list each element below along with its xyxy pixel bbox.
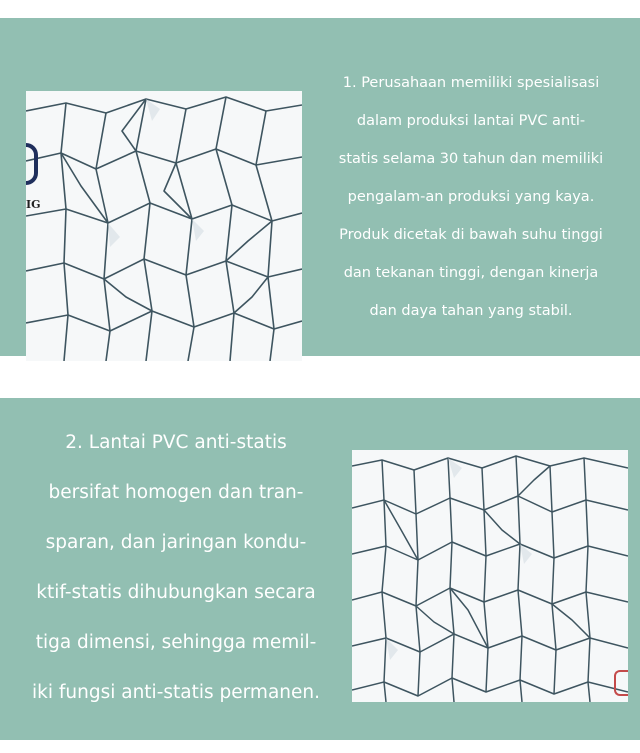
logo-text: IG bbox=[26, 198, 41, 211]
feature-2-line: sparan, dan jaringan kondu- bbox=[45, 532, 307, 553]
feature-1-line: dan daya tahan yang stabil. bbox=[369, 303, 573, 319]
feature-1-line: statis selama 30 tahun dan memiliki bbox=[338, 151, 604, 167]
corner-mark bbox=[614, 670, 628, 696]
feature-1-line: Produk dicetak di bawah suhu tinggi bbox=[339, 227, 603, 243]
feature-panel-1 bbox=[0, 18, 640, 356]
feature-2-line: 2. Lantai PVC anti-statis bbox=[65, 432, 287, 453]
pvc-floor-sample-image-2 bbox=[352, 450, 628, 702]
feature-1-line: dan tekanan tinggi, dengan kinerja bbox=[343, 265, 599, 281]
feature-2-line: iki fungsi anti-statis permanen. bbox=[32, 682, 320, 703]
feature-2-line: bersifat homogen dan tran- bbox=[48, 482, 304, 503]
feature-2-line: tiga dimensi, sehingga memil- bbox=[35, 632, 317, 653]
feature-text-2 bbox=[0, 418, 352, 718]
marble-vein-pattern-1 bbox=[26, 91, 302, 361]
feature-1-line: pengalam-an produksi yang kaya. bbox=[347, 189, 595, 205]
logo-fragment bbox=[26, 143, 38, 185]
feature-2-line: ktif-statis dihubungkan secara bbox=[36, 582, 316, 603]
pvc-floor-sample-image-1 bbox=[26, 91, 302, 361]
feature-1-line: 1. Perusahaan memiliki spesialisasi bbox=[342, 75, 600, 91]
feature-1-line: dalam produksi lantai PVC anti- bbox=[356, 113, 586, 129]
feature-text-1 bbox=[306, 64, 636, 330]
feature-panel-2 bbox=[0, 398, 640, 740]
marble-vein-pattern-2 bbox=[352, 450, 628, 702]
